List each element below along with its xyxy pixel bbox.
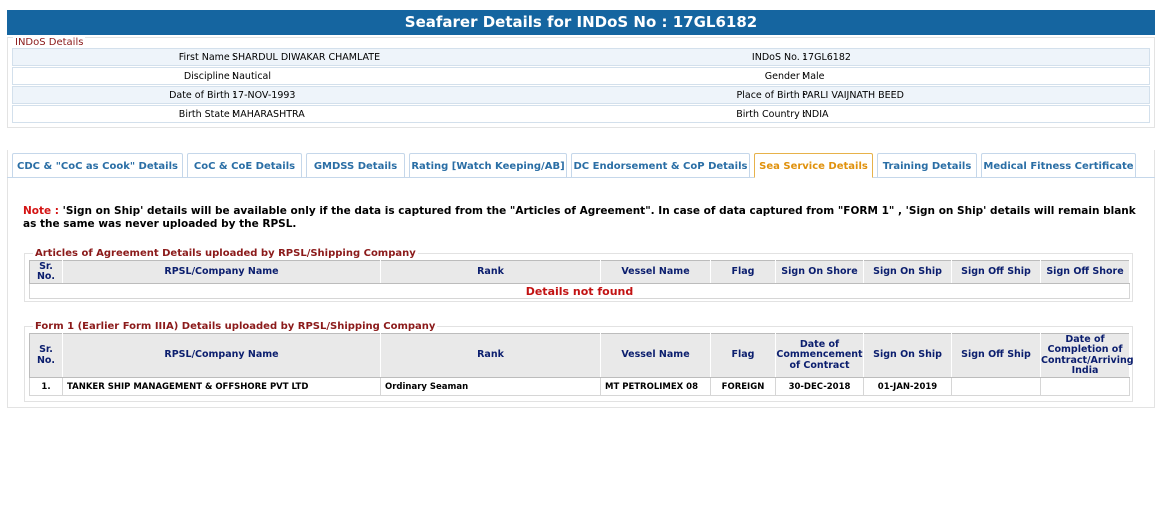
col-rank: Rank	[381, 334, 601, 378]
articles-header-row	[30, 261, 1130, 284]
tab-training[interactable]: Training Details	[877, 153, 977, 178]
indos-no-label: INDoS No. :	[751, 52, 806, 63]
col-date-of-completion: Date of Completion of Contract/Arriving India	[1041, 333, 1134, 376]
note-text: 'Sign on Ship' details will be available only if the data is captured from the "Articles of Agreement". In case of data captured from "FORM 1" , 'Sign on Ship' details will remain blank as the same was never uploaded by the RPSL.	[23, 205, 1136, 230]
gender-value: Male	[802, 71, 825, 82]
col-rpsl-company-name: RPSL/Company Name	[63, 261, 381, 284]
birth-country-value: INDIA	[802, 109, 829, 120]
articles-legend: Articles of Agreement Details uploaded by RPSL/Shipping Company	[35, 248, 416, 259]
indos-no-value: 17GL6182	[802, 52, 851, 63]
tab-cdc-coc-as-cook[interactable]: CDC & "CoC as Cook" Details	[12, 153, 183, 178]
tab-medical-fitness-certificate[interactable]: Medical Fitness Certificate	[981, 153, 1136, 178]
birth-state-value: MAHARASHTRA	[232, 109, 305, 120]
tab-rating-watch-keeping[interactable]: Rating [Watch Keeping/AB]	[409, 153, 567, 178]
info-row-date-of-birth	[12, 86, 1150, 104]
cell-company-name: TANKER SHIP MANAGEMENT & OFFSHORE PVT LTD	[63, 378, 381, 396]
birth-country-label: Birth Country :	[736, 109, 806, 120]
info-row-birth-state	[12, 105, 1150, 123]
indos-details-legend: INDoS Details	[15, 37, 84, 48]
tab-gmdss[interactable]: GMDSS Details	[306, 153, 405, 178]
col-rpsl-company-name: RPSL/Company Name	[63, 334, 381, 378]
cell-date-of-completion	[1041, 378, 1130, 396]
cell-date-of-commencement: 30-DEC-2018	[776, 378, 864, 396]
birth-state-label: Birth State :	[178, 109, 236, 120]
tab-coc-coe[interactable]: CoC & CoE Details	[187, 153, 302, 178]
sign-on-ship-note	[23, 205, 1138, 231]
cell-vessel-name: MT PETROLIMEX 08	[601, 378, 711, 396]
table-row	[30, 378, 1130, 396]
cell-rank: Ordinary Seaman	[381, 378, 601, 396]
col-sign-on-ship: Sign On Ship	[864, 261, 952, 284]
col-sign-on-shore: Sign On Shore	[776, 261, 864, 284]
page-title: Seafarer Details for INDoS No : 17GL6182	[7, 10, 1155, 35]
form1-table	[29, 333, 1134, 396]
cell-sign-on-ship: 01-JAN-2019	[864, 378, 952, 396]
info-row-discipline	[12, 67, 1150, 85]
col-sign-off-shore: Sign Off Shore	[1041, 261, 1130, 284]
cell-sr-no: 1.	[30, 378, 63, 396]
articles-empty-row	[30, 284, 1130, 299]
col-sr-no: Sr. No.	[30, 334, 63, 378]
details-not-found-message: Details not found	[30, 284, 1130, 299]
col-sign-off-ship: Sign Off Ship	[952, 334, 1041, 378]
gender-label: Gender :	[764, 71, 806, 82]
note-label: Note :	[23, 205, 59, 217]
articles-table	[29, 260, 1130, 299]
date-of-birth-label: Date of Birth :	[169, 90, 236, 101]
discipline-value: Nautical	[232, 71, 271, 82]
col-vessel-name: Vessel Name	[601, 334, 711, 378]
col-sign-off-ship: Sign Off Ship	[952, 261, 1041, 284]
col-sr-no: Sr. No.	[30, 261, 63, 284]
col-vessel-name: Vessel Name	[601, 261, 711, 284]
col-flag: Flag	[711, 334, 776, 378]
col-sign-on-ship: Sign On Ship	[864, 334, 952, 378]
col-rank: Rank	[381, 261, 601, 284]
date-of-birth-value: 17-NOV-1993	[232, 90, 296, 101]
cell-flag: FOREIGN	[711, 378, 776, 396]
col-date-of-commencement: Date of Commencement of Contract	[776, 334, 864, 378]
cell-sign-off-ship	[952, 378, 1041, 396]
first-name-value: SHARDUL DIWAKAR CHAMLATE	[232, 52, 381, 63]
info-row-first-name	[12, 48, 1150, 66]
place-of-birth-label: Place of Birth :	[736, 90, 806, 101]
tab-dc-endorsement-cop[interactable]: DC Endorsement & CoP Details	[571, 153, 750, 178]
first-name-label: First Name :	[178, 52, 236, 63]
col-flag: Flag	[711, 261, 776, 284]
form1-header-row	[30, 334, 1130, 378]
place-of-birth-value: PARLI VAIJNATH BEED	[802, 90, 904, 101]
tab-sea-service[interactable]: Sea Service Details	[754, 153, 873, 178]
form1-legend: Form 1 (Earlier Form IIIA) Details uploaded by RPSL/Shipping Company	[35, 321, 436, 332]
discipline-label: Discipline :	[183, 71, 236, 82]
